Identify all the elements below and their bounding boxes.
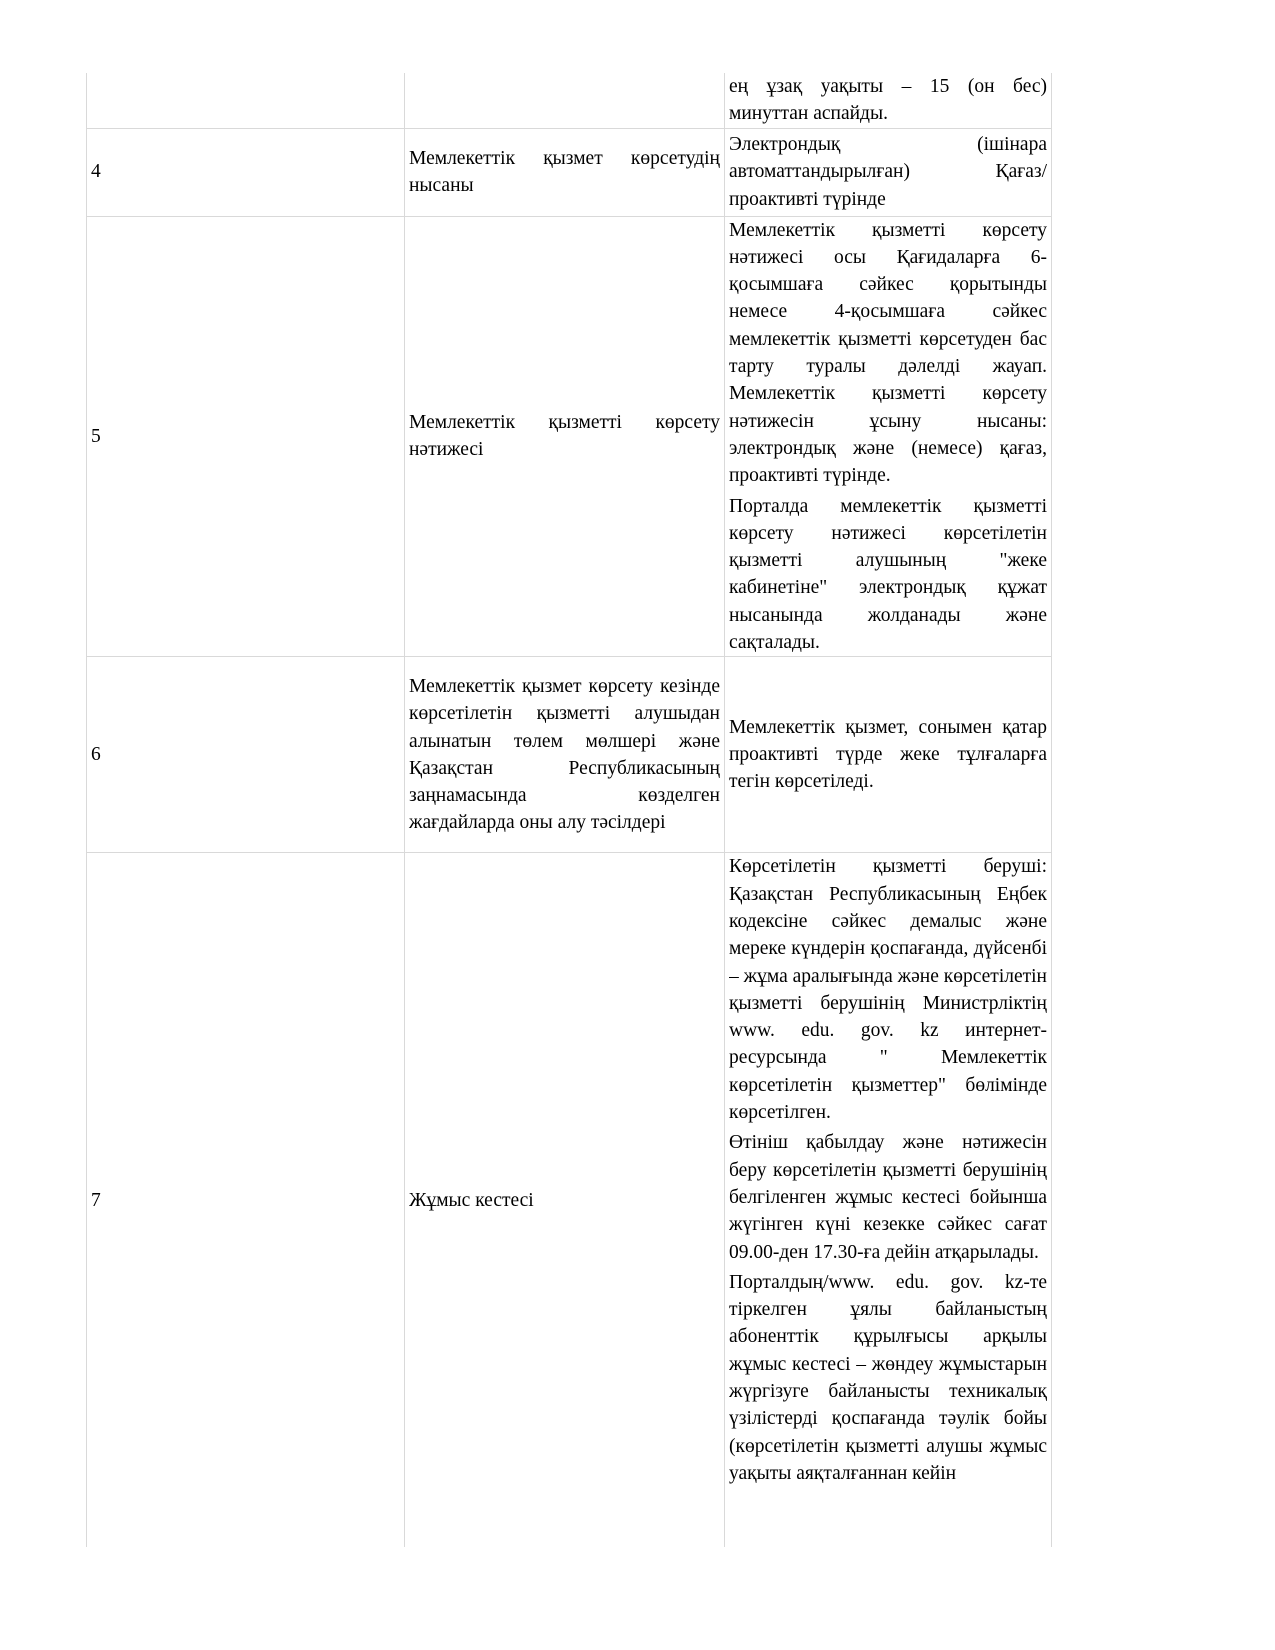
value-paragraph: Мемлекеттік қызмет, сонымен қатар проактивті түрде жеке тұлғаларға тегін көрсетіледі.	[729, 716, 1047, 793]
value-clip	[729, 853, 1047, 1547]
row-value	[725, 73, 1052, 128]
value-paragraph: Порталдың/www. edu. gov. kz-те тіркелген ұялы байланыстың абоненттік құрылғысы арқылы жұмыс кестесі – жөндеу жұмыстарын жүргізуге байланысты техникалық үзілістерді қоспағанда тәулік бойы (көрсетілетін қызметті алушы жұмыс уақыты аяқталғаннан кейін	[729, 1271, 1047, 1484]
row-label: Мемлекеттік қызмет көрсетудің нысаны	[405, 128, 725, 216]
value-paragraph: Көрсетілетін қызметті беруші: Қазақстан Республикасының Еңбек кодексіне сәйкес демалыс және мереке күндерін қоспағанда, дүйсенбі – жұма аралығында және көрсетілетін қызметті берушінің Министрліктің www. edu. gov. kz интернет-ресурсында " Мемлекеттік көрсетілетін қызметтер" бөлімінде көрсетілген.	[729, 856, 1047, 1124]
row-number: 5	[87, 216, 405, 657]
row-value	[725, 853, 1052, 1548]
row-value	[725, 128, 1052, 216]
row-value	[725, 657, 1052, 853]
table-row	[87, 128, 1052, 216]
row-value	[725, 216, 1052, 657]
table-row	[87, 73, 1052, 128]
service-standard-table	[86, 73, 1052, 1547]
value-paragraph: Порталда мемлекеттік қызметті көрсету нәтижесі көрсетілетін қызметті алушының "жеке кабинетіне" электрондық құжат нысанында жолданады және сақталады.	[729, 495, 1047, 654]
row-number: 4	[87, 128, 405, 216]
table-row	[87, 216, 1052, 657]
row-number: 7	[87, 853, 405, 1548]
row-number: 6	[87, 657, 405, 853]
row-number	[87, 73, 405, 128]
row-label: Мемлекеттік қызметті көрсету нәтижесі	[405, 216, 725, 657]
table-row	[87, 657, 1052, 853]
value-paragraph: Мемлекеттік қызметті көрсету нәтижесі осы Қағидаларға 6-қосымшаға сәйкес қорытынды немесе 4-қосымшаға сәйкес мемлекеттік қызметті көрсетуден бас тарту туралы дәлелді жауап. Мемлекеттік қызметті көрсету нәтижесін ұсыну нысаны: электрондық және (немесе) қағаз, проактивті түрінде.	[729, 219, 1047, 487]
row-label: Жұмыс кестесі	[405, 853, 725, 1548]
row-label: Мемлекеттік қызмет көрсету кезінде көрсетілетін қызметті алушыдан алынатын төлем мөлшері және Қазақстан Республикасының заңнамасында көзделген жағдайларда оны алу тәсілдері	[405, 657, 725, 853]
value-paragraph: Электрондық (ішінара автоматтандырылған) Қағаз/ проактивті түрінде	[729, 134, 1047, 210]
table-row	[87, 853, 1052, 1548]
row-label	[405, 73, 725, 128]
value-paragraph: ең ұзақ уақыты – 15 (он бес) минуттан аспайды.	[729, 76, 1047, 125]
value-paragraph: Өтініш қабылдау және нәтижесін беру көрсетілетін қызметті берушінің белгіленген жұмыс кестесі бойынша жүгінген күні кезекке сәйкес сағат 09.00-ден 17.30-ға дейін атқарылады.	[729, 1132, 1047, 1263]
